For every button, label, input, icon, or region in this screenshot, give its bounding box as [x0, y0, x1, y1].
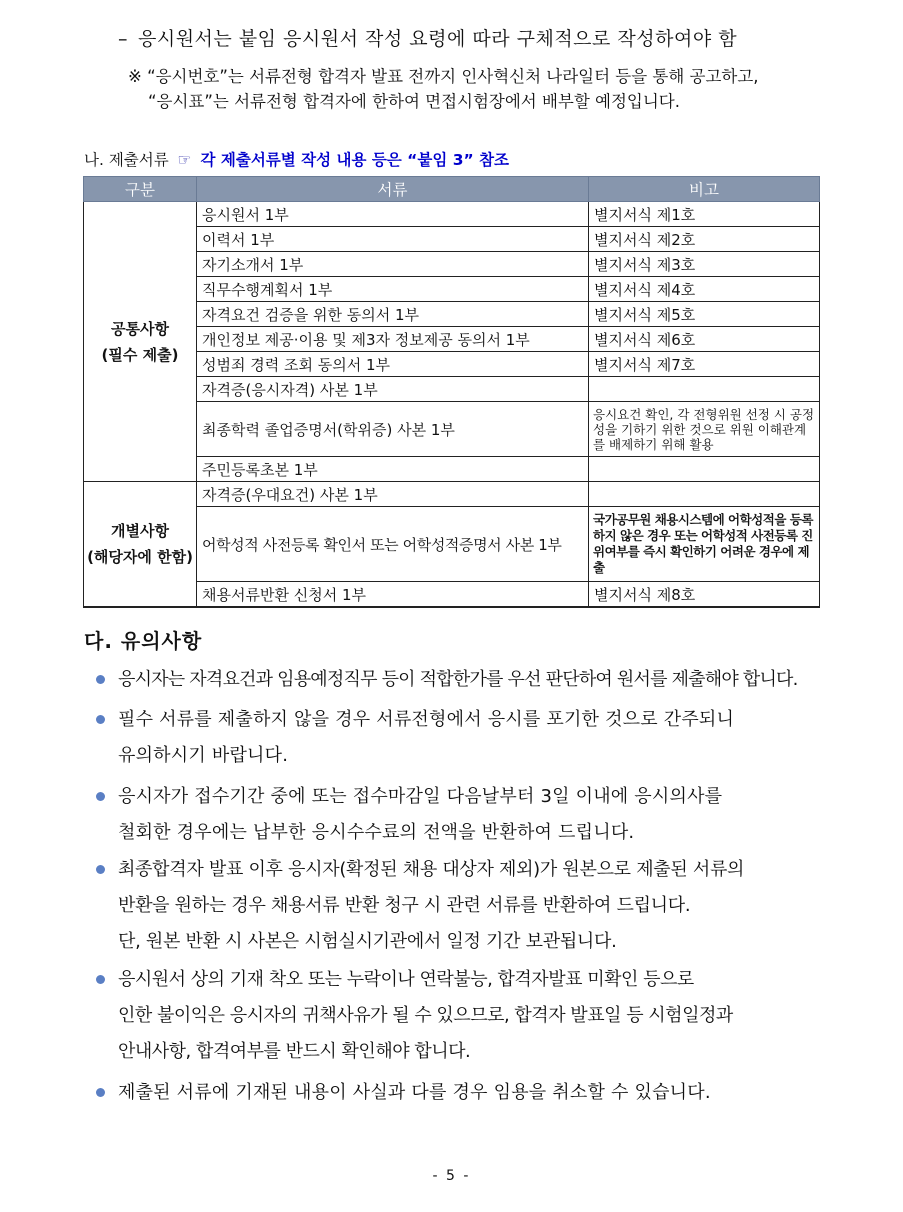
note-text: [118, 852, 823, 960]
remark-cell: 국가공무원 채용시스템에 어학성적을 등록하지 않은 경우 또는 어학성적 사전등록 진위여부를 즉시 확인하기 어려운 경우에 제출: [589, 507, 820, 582]
note-line: 단, 원본 반환 시 사본은 시험실시기관에서 일정 기간 보관됩니다.: [118, 931, 617, 952]
doc-cell: 자격요건 검증을 위한 동의서 1부: [197, 302, 589, 327]
pointing-hand-icon: ☞: [177, 151, 192, 169]
doc-cell: 어학성적 사전등록 확인서 또는 어학성적증명서 사본 1부: [197, 507, 589, 582]
doc-cell: 성범죄 경력 조회 동의서 1부: [197, 352, 589, 377]
note-text: [118, 1075, 823, 1111]
doc-cell: 최종학력 졸업증명서(학위증) 사본 1부: [197, 402, 589, 457]
remark-cell: 별지서식 제1호: [589, 202, 820, 227]
header-remark: 비고: [589, 177, 820, 202]
doc-cell: 자기소개서 1부: [197, 252, 589, 277]
doc-cell: 채용서류반환 신청서 1부: [197, 582, 589, 608]
dash-marker: –: [118, 28, 128, 50]
bullet-dot-icon: [96, 792, 105, 801]
bullet-dot-icon: [96, 675, 105, 684]
table-row: [84, 482, 820, 507]
note-line: 응시자가 접수기간 중에 또는 접수마감일 다음날부터 3일 이내에 응시의사를: [118, 786, 723, 807]
bullet-dot-icon: [96, 1088, 105, 1097]
doc-cell: 개인정보 제공·이용 및 제3자 정보제공 동의서 1부: [197, 327, 589, 352]
note-text: [118, 962, 823, 1070]
note-line: 안내사항, 합격여부를 반드시 확인해야 합니다.: [118, 1041, 471, 1062]
note-line: 응시원서 상의 기재 착오 또는 누락이나 연락불능, 합격자발표 미확인 등으로: [118, 969, 694, 990]
remark-cell: 별지서식 제3호: [589, 252, 820, 277]
intro-line-1: [118, 24, 737, 51]
doc-cell: 자격증(응시자격) 사본 1부: [197, 377, 589, 402]
section-b-heading: [84, 148, 509, 170]
section-c-heading: 다. 유의사항: [84, 629, 203, 653]
remark-cell: [589, 482, 820, 507]
category-common-line2: (필수 제출): [101, 345, 179, 364]
category-common: [84, 202, 197, 482]
category-common-line1: 공통사항: [111, 319, 169, 338]
table-row: [84, 202, 820, 227]
section-b-label: 나. 제출서류: [84, 151, 169, 169]
doc-cell: 주민등록초본 1부: [197, 457, 589, 482]
bullet-dot-icon: [96, 975, 105, 984]
note-line: 철회한 경우에는 납부한 응시수수료의 전액을 반환하여 드립니다.: [118, 822, 635, 843]
documents-table: [83, 176, 820, 608]
note-line: 응시자는 자격요건과 임용예정직무 등이 적합한가를 우선 판단하여 원서를 제출해야 합니다.: [118, 669, 798, 690]
intro-line-2: ※ “응시번호”는 서류전형 합격자 발표 전까지 인사혁신처 나라일터 등을 통해 공고하고,: [128, 67, 759, 86]
category-individual-line1: 개별사항: [111, 522, 169, 540]
note-line: 인한 불이익은 응시자의 귀책사유가 될 수 있으므로, 합격자 발표일 등 시험일정과: [118, 1005, 733, 1026]
remark-cell: 별지서식 제2호: [589, 227, 820, 252]
section-b-note: 각 제출서류별 작성 내용 등은 “붙임 3” 참조: [200, 151, 510, 169]
remark-cell: 별지서식 제6호: [589, 327, 820, 352]
note-text: [118, 662, 823, 698]
note-line: 필수 서류를 제출하지 않을 경우 서류전형에서 응시를 포기한 것으로 간주되니: [118, 709, 735, 730]
header-document: 서류: [197, 177, 589, 202]
note-line: 제출된 서류에 기재된 내용이 사실과 다를 경우 임용을 취소할 수 있습니다.: [118, 1082, 711, 1103]
doc-cell: 이력서 1부: [197, 227, 589, 252]
remark-cell: 별지서식 제5호: [589, 302, 820, 327]
remark-cell: 별지서식 제7호: [589, 352, 820, 377]
note-text: [118, 779, 823, 851]
note-text: [118, 702, 823, 774]
remark-cell: 별지서식 제4호: [589, 277, 820, 302]
page-number: - 5 -: [432, 1168, 471, 1184]
note-line: 유의하시기 바랍니다.: [118, 745, 289, 766]
category-individual-line2: (해당자에 한함): [87, 548, 193, 566]
doc-cell: 직무수행계획서 1부: [197, 277, 589, 302]
remark-cell: [589, 377, 820, 402]
remark-cell: [589, 457, 820, 482]
remark-cell: 응시요건 확인, 각 전형위원 선정 시 공정성을 기하기 위한 것으로 위원 이해관계를 배제하기 위해 활용: [589, 402, 820, 457]
intro-line-3: “응시표”는 서류전형 합격자에 한하여 면접시험장에서 배부할 예정입니다.: [148, 92, 680, 111]
remark-cell: 별지서식 제8호: [589, 582, 820, 608]
note-line: 반환을 원하는 경우 채용서류 반환 청구 시 관련 서류를 반환하여 드립니다.: [118, 895, 691, 916]
category-individual: [84, 482, 197, 608]
header-category: 구분: [84, 177, 197, 202]
doc-cell: 응시원서 1부: [197, 202, 589, 227]
doc-cell: 자격증(우대요건) 사본 1부: [197, 482, 589, 507]
bullet-dot-icon: [96, 715, 105, 724]
table-header-row: [84, 177, 820, 202]
bullet-dot-icon: [96, 865, 105, 874]
intro-line-1-text: 응시원서는 붙임 응시원서 작성 요령에 따라 구체적으로 작성하여야 함: [138, 28, 738, 50]
note-line: 최종합격자 발표 이후 응시자(확정된 채용 대상자 제외)가 원본으로 제출된 서류의: [118, 859, 745, 880]
